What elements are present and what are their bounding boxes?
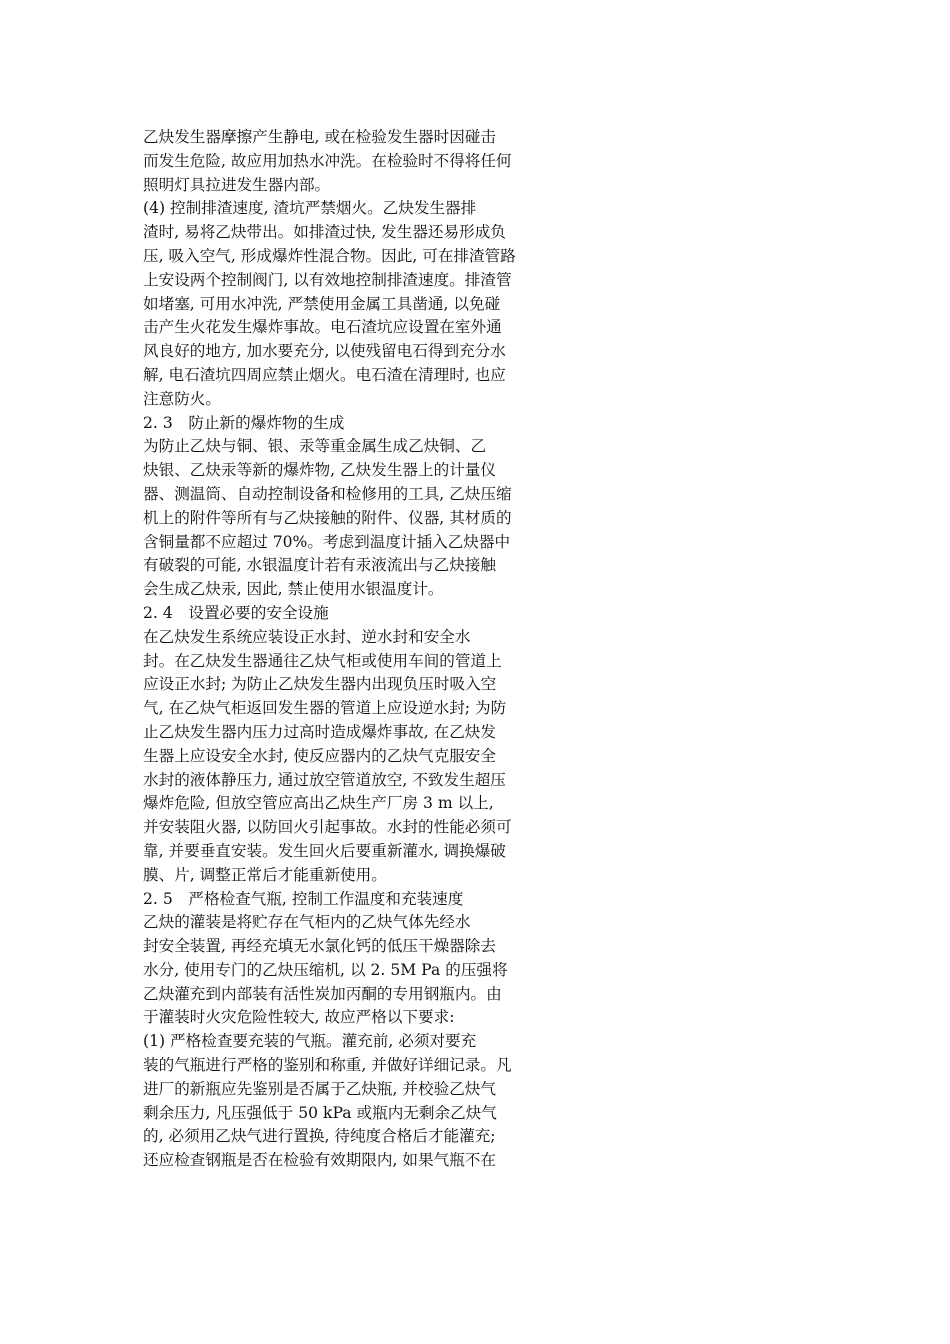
text-line: 炔银、乙炔汞等新的爆炸物, 乙炔发生器上的计量仪 [143, 461, 496, 480]
text-line: (1) 严格检查要充装的气瓶。灌充前, 必须对要充 [143, 1032, 477, 1051]
text-line: 于灌装时火灾危险性较大, 故应严格以下要求: [143, 1008, 455, 1027]
text-line: 解, 电石渣坑四周应禁止烟火。电石渣在清理时, 也应 [143, 365, 506, 384]
text-line: 有破裂的可能, 水银温度计若有汞液流出与乙炔接触 [143, 556, 496, 575]
text-line: (4) 控制排渣速度, 渣坑严禁烟火。乙炔发生器排 [143, 199, 477, 218]
text-line: 止乙炔发生器内压力过高时造成爆炸事故, 在乙炔发 [143, 722, 496, 741]
text-line: 封安全装置, 再经充填无水氯化钙的低压干燥器除去 [143, 937, 496, 956]
text-line: 在乙炔发生系统应装设正水封、逆水封和安全水 [143, 627, 471, 646]
text-line: 的, 必须用乙炔气进行置换, 待纯度合格后才能灌充; [143, 1127, 496, 1146]
text-line: 注意防火。 [143, 389, 221, 408]
text-line: 乙炔的灌装是将贮存在气柜内的乙炔气体先经水 [143, 913, 471, 932]
text-line: 2. 3 防止新的爆炸物的生成 [143, 413, 345, 432]
text-line: 击产生火花发生爆炸事故。电石渣坑应设置在室外通 [143, 318, 502, 337]
text-line: 水封的液体静压力, 通过放空管道放空, 不致发生超压 [143, 770, 506, 789]
text-line: 乙炔发生器摩擦产生静电, 或在检验发生器时因碰击 [143, 128, 496, 146]
text-line: 机上的附件等所有与乙炔接触的附件、仪器, 其材质的 [143, 508, 512, 527]
text-line: 并安装阻火器, 以防回火引起事故。水封的性能必须可 [143, 818, 512, 837]
text-line: 上安设两个控制阀门, 以有效地控制排渣速度。排渣管 [143, 270, 512, 289]
text-line: 风良好的地方, 加水要充分, 以使残留电石得到充分水 [143, 342, 506, 361]
text-line: 含铜量都不应超过 70%。考虑到温度计插入乙炔器中 [143, 532, 511, 551]
text-line: 生器上应设安全水封, 使反应器内的乙炔气克服安全 [143, 746, 496, 765]
text-line: 应设正水封; 为防止乙炔发生器内出现负压时吸入空 [143, 675, 497, 694]
text-line: 而发生危险, 故应用加热水冲洗。在检验时不得将任何 [143, 151, 512, 170]
text-line: 2. 4 设置必要的安全设施 [143, 603, 329, 622]
text-line: 如堵塞, 可用水冲洗, 严禁使用金属工具凿通, 以免碰 [143, 294, 501, 313]
text-line: 压, 吸入空气, 形成爆炸性混合物。因此, 可在排渣管路 [143, 246, 516, 265]
text-line: 乙炔灌充到内部装有活性炭加丙酮的专用钢瓶内。由 [143, 984, 502, 1003]
text-line: 靠, 并要垂直安装。发生回火后要重新灌水, 调换爆破 [143, 841, 506, 860]
document-page [143, 126, 543, 1173]
text-line: 气, 在乙炔气柜返回发生器的管道上应设逆水封; 为防 [143, 699, 507, 718]
text-line: 为防止乙炔与铜、银、汞等重金属生成乙炔铜、乙 [143, 437, 487, 456]
text-line: 照明灯具拉进发生器内部。 [143, 175, 331, 194]
text-line: 装的气瓶进行严格的鉴别和称重, 并做好详细记录。凡 [143, 1056, 512, 1075]
text-line: 渣时, 易将乙炔带出。如排渣过快, 发生器还易形成负 [143, 223, 506, 242]
text-line: 剩余压力, 凡压强低于 50 kPa 或瓶内无剩余乙炔气 [143, 1103, 497, 1122]
text-line: 还应检查钢瓶是否在检验有效期限内, 如果气瓶不在 [143, 1151, 496, 1170]
text-line: 膜、片, 调整正常后才能重新使用。 [143, 865, 387, 884]
text-line: 封。在乙炔发生器通往乙炔气柜或使用车间的管道上 [143, 651, 502, 670]
text-line: 爆炸危险, 但放空管应高出乙炔生产厂房 3 m 以上, [143, 794, 494, 813]
text-line: 会生成乙炔汞, 因此, 禁止使用水银温度计。 [143, 580, 444, 599]
text-line: 进厂的新瓶应先鉴别是否属于乙炔瓶, 并校验乙炔气 [143, 1079, 496, 1098]
text-line: 器、测温筒、自动控制设备和检修用的工具, 乙炔压缩 [143, 484, 512, 503]
text-line: 2. 5 严格检查气瓶, 控制工作温度和充装速度 [143, 889, 464, 908]
text-line: 水分, 使用专门的乙炔压缩机, 以 2. 5M Pa 的压强将 [143, 960, 508, 979]
